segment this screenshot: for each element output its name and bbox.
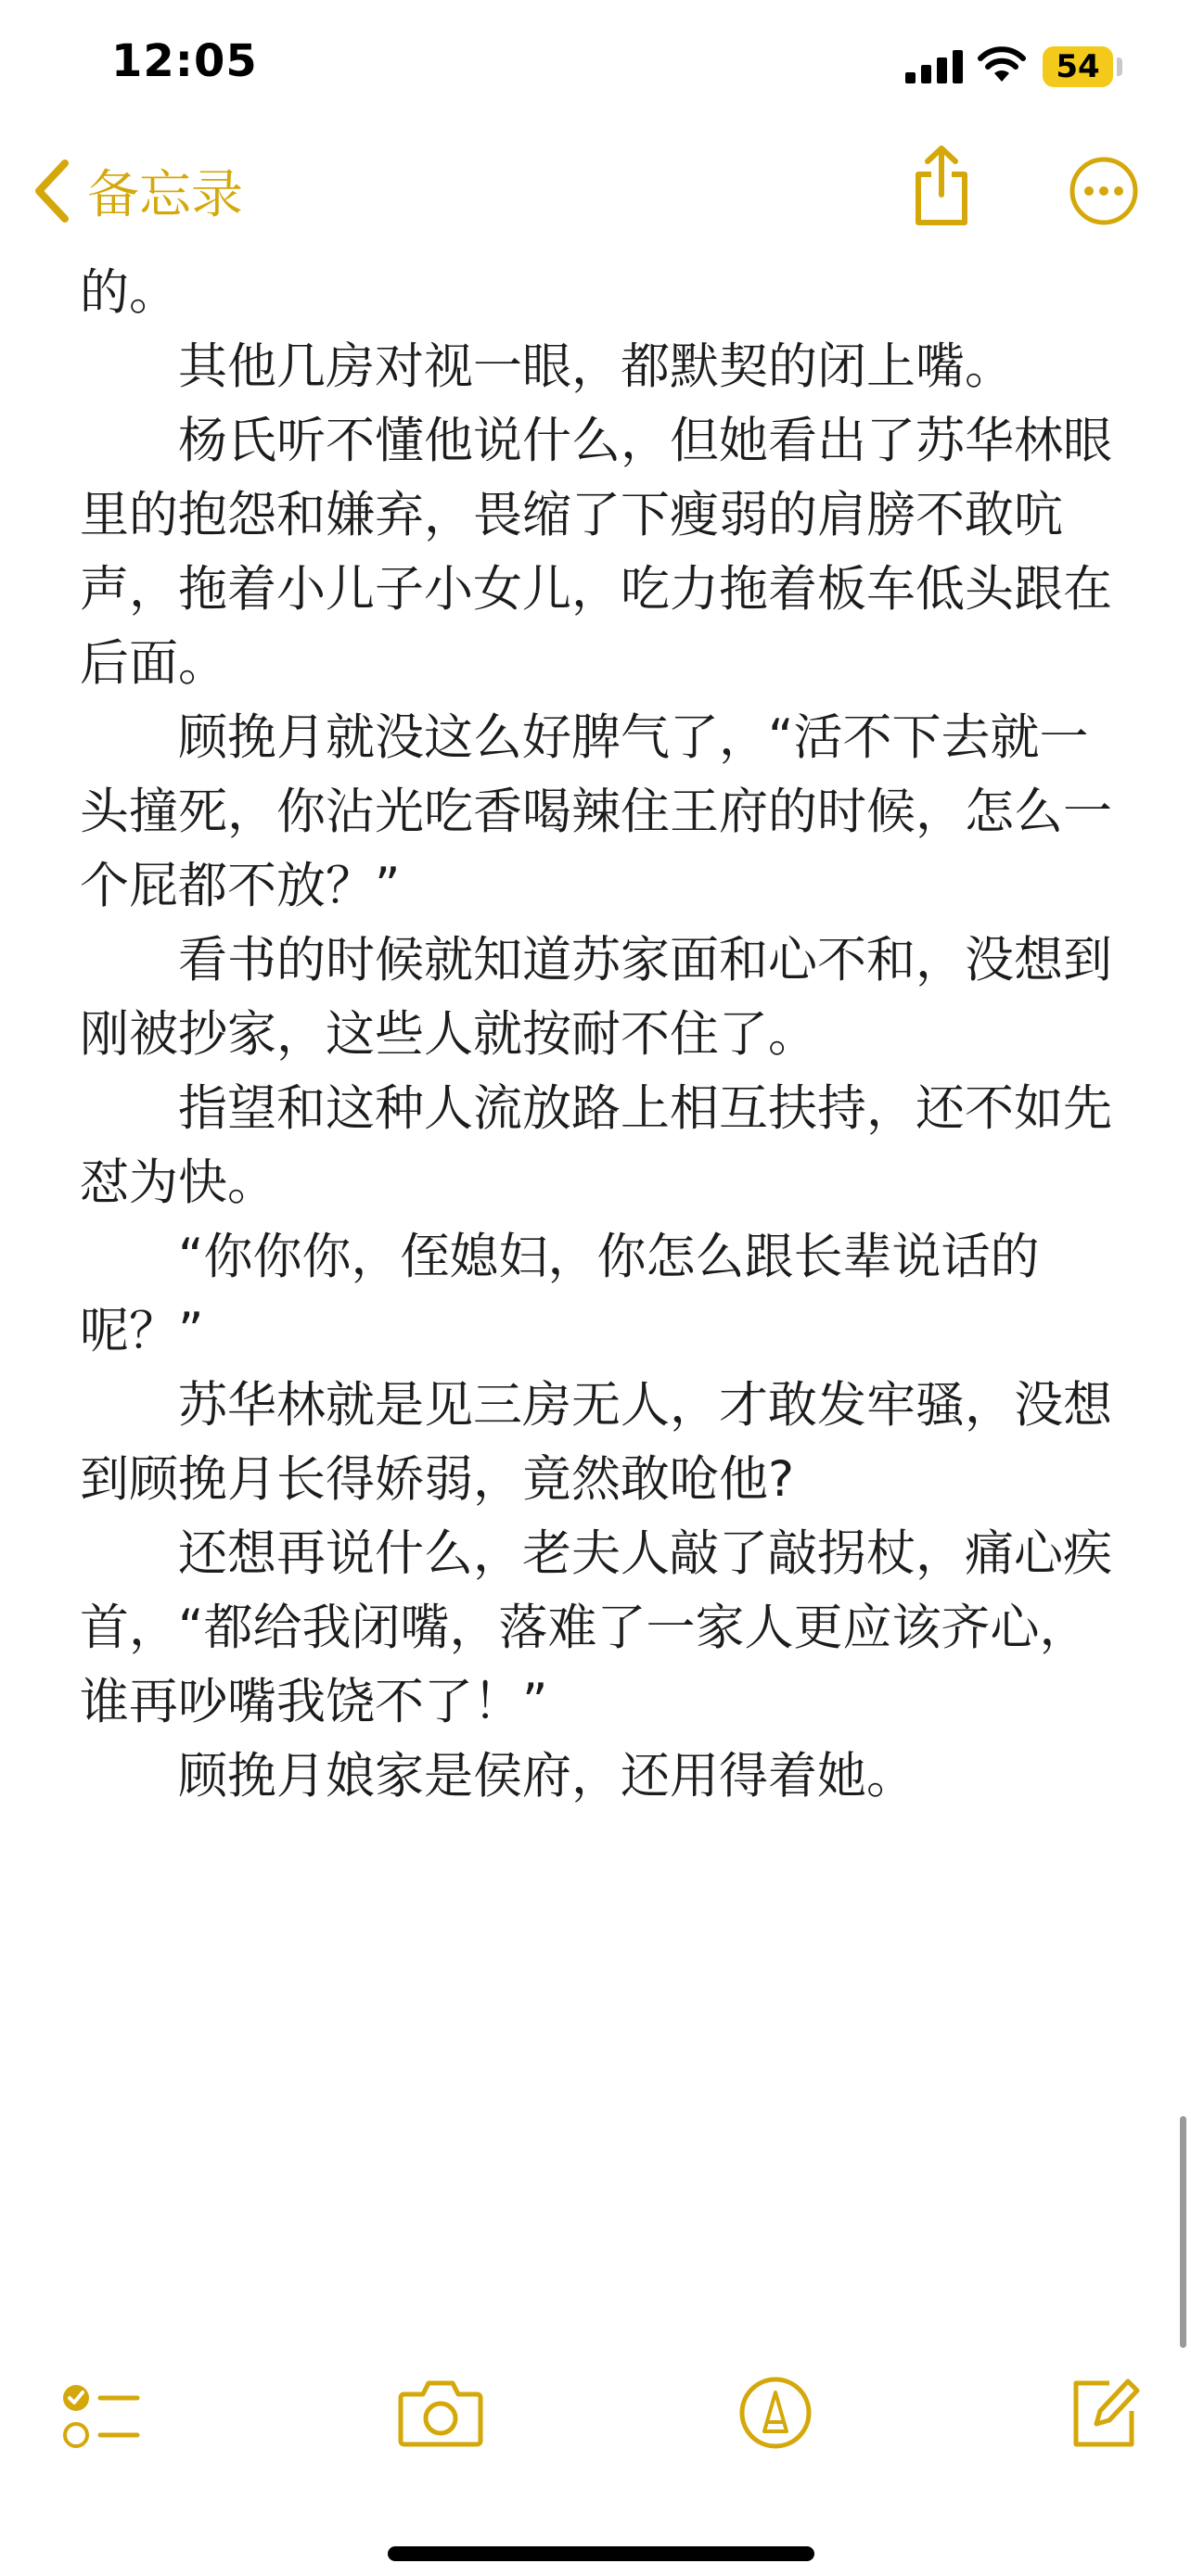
wifi-icon (976, 45, 1028, 85)
navigation-bar (0, 139, 1191, 269)
note-paragraph: 顾挽月娘家是侯府，还用得着她。 (178, 1748, 916, 1804)
note-paragraph: 顾挽月就没这么好脾气了，“活不下去就一头撞死，你沾光吃香喝辣住王府的时候，怎么一个屁都不放？” (80, 709, 1112, 914)
note-paragraph: 杨氏听不懂他说什么，但她看出了苏华林眼里的抱怨和嫌弃，畏缩了下瘦弱的肩膀不敢吭声，拖着小儿子小女儿，吃力拖着板车低头跟在后面。 (80, 413, 1112, 692)
back-button[interactable] (32, 154, 243, 228)
note-paragraph: 的。 (80, 264, 178, 321)
note-body[interactable] (80, 256, 1128, 1814)
note-paragraph: 看书的时候就知道苏家面和心不和，没想到刚被抄家，这些人就按耐不住了。 (80, 932, 1112, 1063)
note-paragraph: 其他几房对视一眼，都默契的闭上嘴。 (178, 338, 1014, 395)
battery-cap (1117, 57, 1122, 76)
home-indicator[interactable] (388, 2546, 814, 2561)
checklist-icon[interactable] (59, 2374, 143, 2457)
note-paragraph: 还想再说什么，老夫人敲了敲拐杖，痛心疾首，“都给我闭嘴，落难了一家人更应该齐心，谁再吵嘴我饶不了！” (80, 1525, 1112, 1730)
compose-icon[interactable] (1067, 2374, 1141, 2452)
note-paragraph: 苏华林就是见三房无人，才敢发牢骚，没想到顾挽月长得娇弱，竟然敢呛他? (80, 1377, 1112, 1508)
note-paragraph: “你你你，侄媳妇，你怎么跟长辈说话的呢？” (80, 1229, 1040, 1359)
more-icon[interactable] (1069, 156, 1139, 226)
battery-indicator: 54 (1043, 46, 1113, 87)
top-bar (0, 0, 1191, 269)
share-icon[interactable] (911, 145, 972, 228)
note-paragraph: 指望和这种人流放路上相互扶持，还不如先怼为快。 (80, 1080, 1112, 1211)
cellular-signal-icon (905, 50, 965, 83)
bottom-toolbar (0, 2374, 1191, 2485)
status-time: 12:05 (111, 35, 258, 87)
scroll-indicator[interactable] (1180, 2116, 1186, 2348)
chevron-left-icon (32, 158, 72, 224)
camera-icon[interactable] (397, 2376, 484, 2450)
markup-pen-icon[interactable] (738, 2374, 813, 2452)
back-button-label: 备忘录 (87, 165, 243, 225)
status-bar (0, 0, 1191, 139)
